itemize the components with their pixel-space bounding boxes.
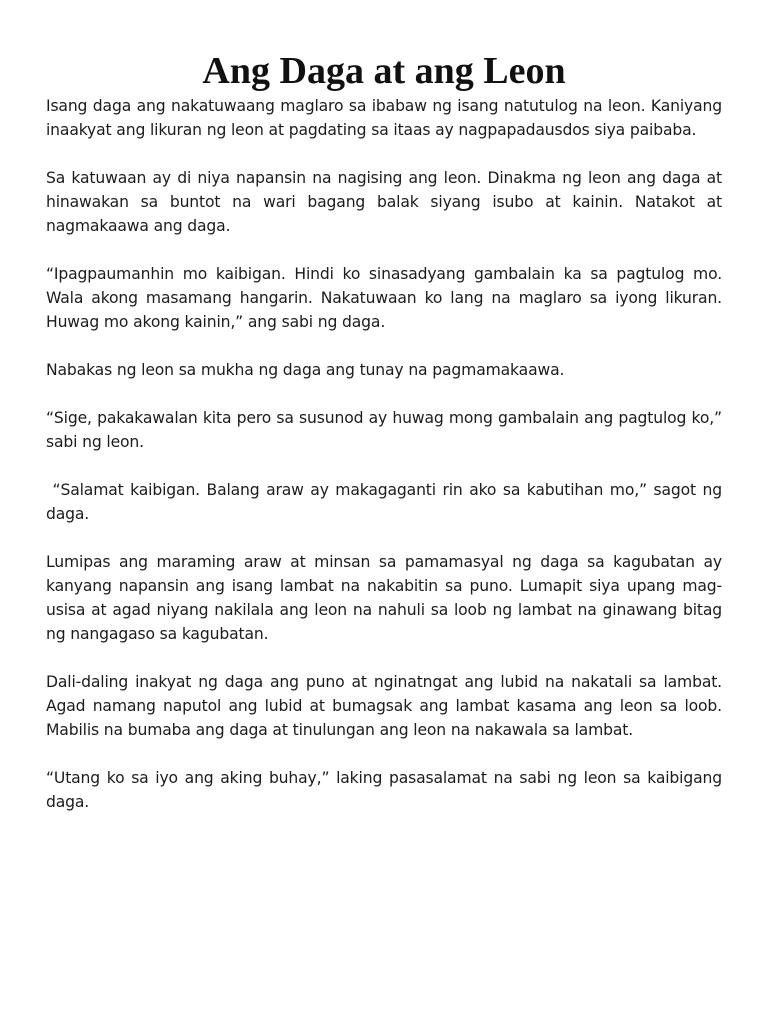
document-page xyxy=(46,48,727,838)
paragraph-4: Nabakas ng leon sa mukha ng daga ang tunay na pagmamakaawa. xyxy=(46,361,565,379)
paragraph-9: “Utang ko sa iyo ang aking buhay,” laking pasasalamat na sabi ng leon sa kaibigang daga. xyxy=(46,769,722,811)
paragraph-3: “Ipagpaumanhin mo kaibigan. Hindi ko sinasadyang gambalain ka sa pagtulog mo. Wala akong masamang hangarin. Nakatuwaan ko lang na maglaro sa iyong likuran. Huwag mo akong kainin,” ang sabi ng daga. xyxy=(46,265,722,331)
paragraph-1: Isang daga ang nakatuwaang maglaro sa ibabaw ng isang natutulog na leon. Kaniyang inaakyat ang likuran ng leon at pagdating sa itaas ay nagpapadausdos siya paibaba. xyxy=(46,97,722,139)
document-title: Ang Daga at ang Leon xyxy=(202,50,566,92)
paragraph-2: Sa katuwaan ay di niya napansin na nagising ang leon. Dinakma ng leon ang daga at hinawakan sa buntot na wari bagang balak siyang isubo at kainin. Natakot at nagmakaawa ang daga. xyxy=(46,169,722,235)
paragraph-8: Dali-daling inakyat ng daga ang puno at nginatngat ang lubid na nakatali sa lambat. Agad namang naputol ang lubid at bumagsak ang lambat kasama ang leon sa loob. Mabilis na bumaba ang daga at tinulungan ang leon na nakawala sa lambat. xyxy=(46,673,722,739)
paragraph-5: “Sige, pakakawalan kita pero sa susunod ay huwag mong gambalain ang pagtulog ko,” sabi ng leon. xyxy=(46,409,722,451)
story-body xyxy=(46,94,727,814)
paragraph-7: Lumipas ang maraming araw at minsan sa pamamasyal ng daga sa kagubatan ay kanyang napansin ang isang lambat na nakabitin sa puno. Lumapit siya upang mag-usisa at agad niyang nakilala ang leon na nahuli sa loob ng lambat na ginawang bitag ng nangagaso sa kagubatan. xyxy=(46,553,722,643)
paragraph-6: “Salamat kaibigan. Balang araw ay makagaganti rin ako sa kabutihan mo,” sagot ng daga. xyxy=(46,481,727,523)
